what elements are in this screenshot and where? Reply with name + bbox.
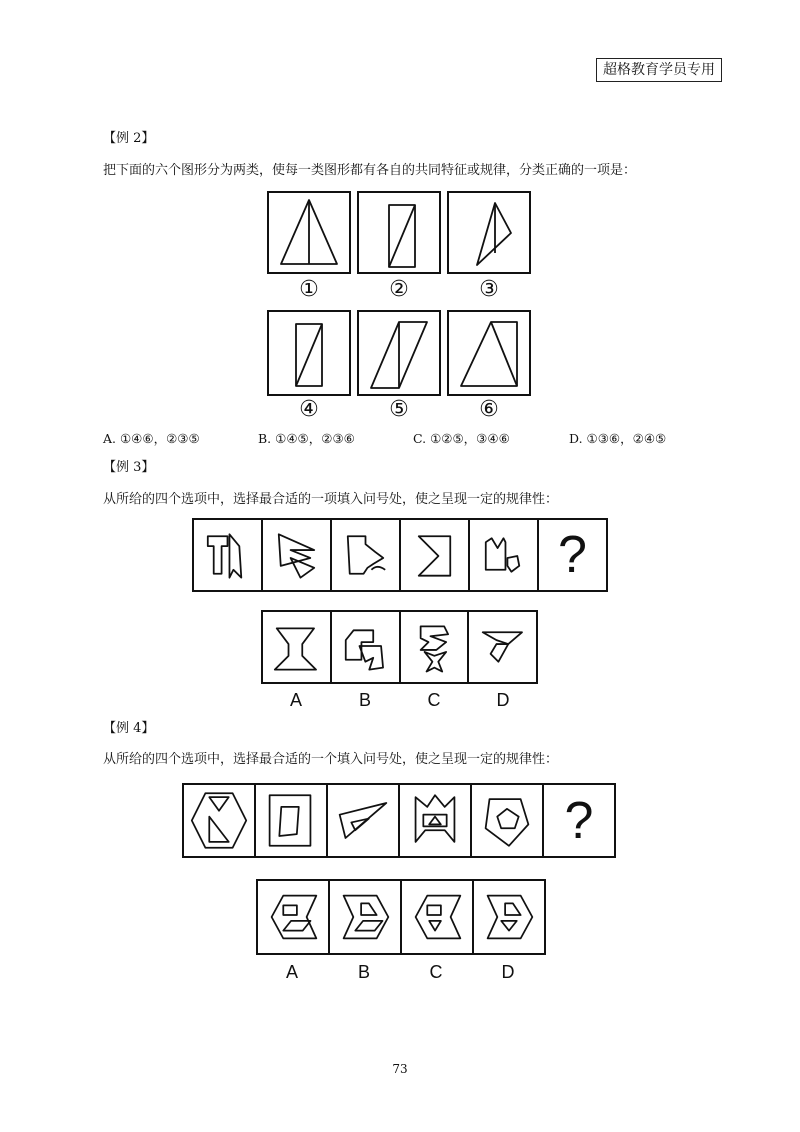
ex4-option-a[interactable] <box>258 881 330 953</box>
seq4-figure-3 <box>328 785 400 856</box>
option-d[interactable]: D. ①③⑥，②④⑤ <box>569 431 667 446</box>
seq3-figure-3 <box>332 520 401 590</box>
ex3-option-d[interactable] <box>469 612 536 682</box>
example-3-question: 从所给的四个选项中，选择最合适的一项填入问号处，使之呈现一定的规律性： <box>103 492 559 507</box>
ex4-option-b[interactable] <box>330 881 402 953</box>
example-4-label: 【例 4】 <box>103 721 155 736</box>
seq3-figure-1 <box>194 520 263 590</box>
ex3-letter-c: C <box>427 690 441 710</box>
ex3-option-c[interactable] <box>401 612 470 682</box>
ex4-letter-a: A <box>285 962 298 982</box>
option-b[interactable]: B. ①④⑤，②③⑥ <box>258 431 355 446</box>
question-mark: ? <box>564 791 594 850</box>
example-3-label: 【例 3】 <box>103 460 155 475</box>
seq4-figure-5 <box>472 785 544 856</box>
example-4-question: 从所给的四个选项中，选择最合适的一个填入问号处，使之呈现一定的规律性： <box>103 752 559 767</box>
figure-number-1: ① <box>299 277 319 302</box>
figure-5 <box>357 310 441 396</box>
option-c[interactable]: C. ①②⑤，③④⑥ <box>413 431 510 446</box>
seq3-figure-5 <box>470 520 539 590</box>
ex4-letter-c: C <box>429 962 443 982</box>
ex3-letter-a: A <box>289 690 302 710</box>
seq4-figure-2 <box>256 785 328 856</box>
figure-6 <box>447 310 531 396</box>
example-4-sequence <box>182 783 616 858</box>
seq3-figure-2 <box>263 520 332 590</box>
ex3-letter-d: D <box>496 690 510 710</box>
ex4-letter-d: D <box>501 962 515 982</box>
figure-2 <box>357 191 441 274</box>
figure-number-6: ⑥ <box>479 397 499 422</box>
ex4-letter-b: B <box>357 962 370 982</box>
seq3-question-cell[interactable] <box>539 520 606 590</box>
ex3-option-b[interactable] <box>332 612 401 682</box>
seq3-figure-4 <box>401 520 470 590</box>
figure-1 <box>267 191 351 274</box>
figure-number-2: ② <box>389 277 409 302</box>
seq4-figure-4 <box>400 785 472 856</box>
figure-number-5: ⑤ <box>389 397 409 422</box>
ex4-option-d[interactable] <box>474 881 544 953</box>
seq4-question-cell[interactable] <box>544 785 614 856</box>
seq4-figure-1 <box>184 785 256 856</box>
figure-number-3: ③ <box>479 277 499 302</box>
example-3-options <box>261 610 538 684</box>
example-2-label: 【例 2】 <box>103 131 155 146</box>
example-2-question: 把下面的六个图形分为两类，使每一类图形都有各自的共同特征或规律，分类正确的一项是： <box>103 163 637 178</box>
ex3-option-a[interactable] <box>263 612 332 682</box>
page-number: 73 <box>392 1062 408 1076</box>
option-a[interactable]: A. ①④⑥，②③⑤ <box>103 431 200 446</box>
ex4-option-c[interactable] <box>402 881 474 953</box>
header-badge: 超格教育学员专用 <box>596 58 722 82</box>
ex3-letter-b: B <box>358 690 371 710</box>
figure-4 <box>267 310 351 396</box>
figure-3 <box>447 191 531 274</box>
example-4-options <box>256 879 546 955</box>
example-3-sequence <box>192 518 608 592</box>
figure-number-4: ④ <box>299 397 319 422</box>
question-mark: ? <box>558 526 587 584</box>
